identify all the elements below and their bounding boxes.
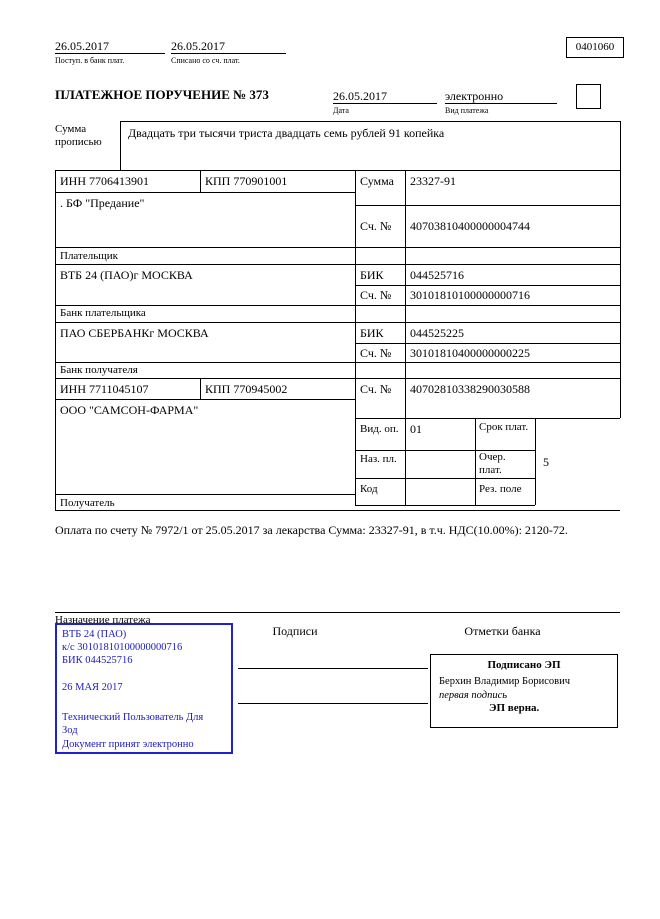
stamp-bik: БИК 044525716: [62, 655, 133, 666]
signature-line: [238, 703, 428, 704]
divider: [333, 103, 437, 104]
divider: [55, 510, 620, 511]
payee-bank-bik-label: БИК: [360, 326, 384, 340]
title-date-value: 26.05.2017: [333, 89, 387, 103]
divider: [55, 494, 355, 495]
stamp-user: Технический Пользователь Для Зод: [62, 712, 204, 736]
amount-words-label: Сумма прописью: [55, 123, 102, 148]
purpose-caption: Назначение платежа: [55, 614, 151, 626]
payee-inn: ИНН 7711045107: [60, 382, 149, 396]
divider: [475, 418, 476, 505]
payer-account-label: Сч. №: [360, 219, 392, 233]
divider: [445, 103, 557, 104]
signature-line: [238, 668, 428, 669]
payee-account-label: Сч. №: [360, 382, 392, 396]
form-code-box: 0401060: [566, 37, 624, 58]
divider: [355, 418, 620, 419]
purpose-text: Оплата по счету № 7972/1 от 25.05.2017 за лекарства Сумма: 23327-91, в т.ч. НДС(10.00%): 2120-72.: [55, 523, 568, 537]
esign-box: [430, 654, 618, 728]
divider: [55, 362, 620, 363]
payee-bank-bik-value: 044525225: [410, 326, 464, 340]
payee-bank-account-label: Сч. №: [360, 346, 392, 360]
divider: [55, 378, 620, 379]
payer-bank-bik-label: БИК: [360, 268, 384, 282]
payer-bank-account-value: 30101810100000000716: [410, 288, 530, 302]
divider: [200, 170, 201, 192]
document-title: ПЛАТЕЖНОЕ ПОРУЧЕНИЕ № 373: [55, 87, 269, 102]
kod-label: Код: [360, 483, 378, 495]
bank-marks-header: Отметки банка: [464, 624, 541, 638]
amount-words-cell: [120, 121, 620, 170]
divider: [55, 247, 620, 248]
divider: [355, 343, 620, 344]
payer-caption: Плательщик: [60, 250, 118, 262]
payee-kpp: КПП 770945002: [205, 382, 288, 396]
payer-inn: ИНН 7706413901: [60, 174, 149, 188]
title-date-label: Дата: [333, 106, 349, 115]
esign-name: Берхин Владимир Борисович: [439, 676, 570, 687]
divider: [355, 170, 356, 505]
payee-bank-name: ПАО СБЕРБАНКг МОСКВА: [60, 326, 209, 340]
payer-name: . БФ "Предание": [60, 196, 145, 210]
esign-first-signature: первая подпись: [439, 690, 508, 701]
esign-verified: ЭП верна.: [489, 702, 540, 714]
vid-op-value: 01: [410, 422, 422, 436]
payer-bank-name: ВТБ 24 (ПАО)г МОСКВА: [60, 268, 193, 282]
payee-bank-account-value: 30101810400000000225: [410, 346, 530, 360]
divider: [55, 170, 56, 510]
stamp-corr-account: к/с 30101810100000000716: [62, 642, 183, 653]
divider: [355, 478, 535, 479]
stamp-accepted: Документ принят электронно: [62, 739, 194, 750]
divider: [55, 264, 620, 265]
payer-bank-account-label: Сч. №: [360, 288, 392, 302]
esign-title: Подписано ЭП: [487, 659, 561, 671]
divider: [55, 170, 620, 171]
payee-name: ООО "САМСОН-ФАРМА": [60, 403, 199, 417]
amount-words-value: Двадцать три тысячи триста двадцать семь рублей 91 копейка: [128, 126, 445, 140]
divider: [405, 170, 406, 505]
divider: [55, 322, 620, 323]
divider: [171, 53, 286, 54]
payer-kpp: КПП 770901001: [205, 174, 288, 188]
sum-value: 23327-91: [410, 174, 456, 188]
divider: [355, 505, 535, 506]
date-debited-label: Списано со сч. плат.: [171, 56, 240, 65]
payment-kind-value: электронно: [445, 89, 504, 103]
divider: [355, 205, 620, 206]
divider: [55, 53, 165, 54]
payee-caption: Получатель: [60, 497, 115, 509]
payer-bank-bik-value: 044525716: [410, 268, 464, 282]
ocher-plat-value: 5: [543, 455, 549, 469]
divider: [200, 378, 201, 399]
stamp-bank-name: ВТБ 24 (ПАО): [62, 629, 127, 640]
bank-stamp-box: [55, 623, 233, 754]
payer-bank-caption: Банк плательщика: [60, 307, 146, 319]
stamp-date: 26 МАЯ 2017: [62, 682, 123, 693]
divider: [355, 285, 620, 286]
divider: [535, 418, 536, 505]
divider: [55, 612, 620, 613]
divider: [55, 399, 355, 400]
payee-bank-caption: Банк получателя: [60, 364, 138, 376]
payer-account-value: 40703810400000004744: [410, 219, 530, 233]
divider: [620, 121, 621, 418]
signatures-header: Подписи: [272, 624, 318, 638]
vid-op-label: Вид. оп.: [360, 423, 399, 435]
payment-kind-label: Вид платежа: [445, 106, 489, 115]
naz-pl-label: Наз. пл.: [360, 453, 397, 465]
payee-account-value: 40702810338290030588: [410, 382, 530, 396]
rez-pole-label: Рез. поле: [479, 483, 522, 495]
srok-plat-label: Срок плат.: [479, 421, 529, 433]
ocher-plat-label: Очер. плат.: [479, 451, 506, 476]
date-received-value: 26.05.2017: [55, 39, 109, 53]
divider: [55, 305, 620, 306]
sum-label: Сумма: [360, 174, 394, 188]
date-debited-value: 26.05.2017: [171, 39, 225, 53]
status-checkbox: [576, 84, 601, 109]
date-received-label: Поступ. в банк плат.: [55, 56, 125, 65]
divider: [55, 192, 355, 193]
